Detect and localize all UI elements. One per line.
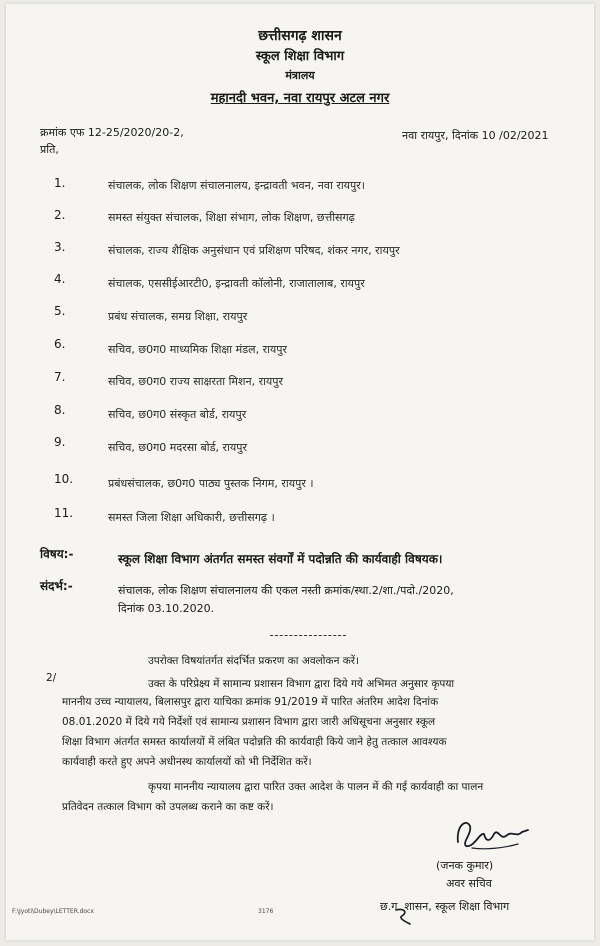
subject-label: विषय:- xyxy=(40,547,74,561)
signatory-office: छ.ग. शासन, स्कूल शिक्षा विभाग xyxy=(380,900,510,913)
header-address: महानदी भवन, नवा रायपुर अटल नगर xyxy=(210,91,390,106)
reference-line-1: संचालक, लोक शिक्षण संचालनालय की एकल नस्ती क्रमांक/स्था.2/शा./पदो./2020, xyxy=(118,584,454,597)
initials-mark xyxy=(392,906,414,928)
body-para-2-number: 2/ xyxy=(46,672,57,684)
recipient-number: 6. xyxy=(54,337,66,351)
body-para-3-line: प्रतिवेदन तत्काल विभाग को उपलब्ध कराने का कष्ट करें। xyxy=(62,801,274,813)
recipient-text: सचिव, छ0ग0 मदरसा बोर्ड, रायपुर xyxy=(108,441,247,454)
recipient-text: संचालक, लोक शिक्षण संचालनालय, इन्द्रावती भवन, नवा रायपुर। xyxy=(108,179,365,192)
recipient-number: 3. xyxy=(54,240,66,254)
recipient-text: समस्त संयुक्त संचालक, शिक्षा संभाग, लोक शिक्षण, छत्तीसगढ़ xyxy=(108,211,355,224)
recipient-text: सचिव, छ0ग0 राज्य साक्षरता मिशन, रायपुर xyxy=(108,375,284,388)
signature-scribble xyxy=(452,812,532,854)
recipient-number: 4. xyxy=(54,272,66,286)
signatory-designation: अवर सचिव xyxy=(446,877,492,890)
recipient-text: संचालक, एससीईआरटी0, इन्द्रावती कॉलोनी, राजातालाब, रायपुर xyxy=(108,277,365,290)
reference-label: संदर्भ:- xyxy=(40,579,73,593)
recipient-number: 5. xyxy=(54,304,66,318)
body-para-2-line: शिक्षा विभाग अंतर्गत समस्त कार्यालयों में लंबित पदोन्नति की कार्यवाही किये जाने हेतु तत्काल आवश्यक xyxy=(62,736,447,748)
recipient-text: संचालक, राज्य शैक्षिक अनुसंधान एवं प्रशिक्षण परिषद, शंकर नगर, रायपुर xyxy=(108,244,400,257)
body-para-2-line: 08.01.2020 में दिये गये निर्देशों एवं सामान्य प्रशासन विभाग द्वारा जारी अधिसूचना अनुसार स्कूल xyxy=(62,716,436,728)
recipient-text: सचिव, छ0ग0 संस्कृत बोर्ड, रायपुर xyxy=(108,408,247,421)
body-para-2-line: उक्त के परिप्रेक्ष्य में सामान्य प्रशासन विभाग द्वारा दिये गये अभिमत अनुसार कृपया xyxy=(148,678,455,690)
body-para-2-line: माननीय उच्च न्यायालय, बिलासपुर द्वारा याचिका क्रमांक 91/2019 में पारित अंतरिम आदेश दिनांक xyxy=(62,696,439,708)
body-para-3-line: कृपया माननीय न्यायालय द्वारा पारित उक्त आदेश के पालन में की गई कार्यवाही का पालन xyxy=(148,781,484,793)
recipient-text: सचिव, छ0ग0 माध्यमिक शिक्षा मंडल, रायपुर xyxy=(108,343,288,356)
body-para-1: उपरोक्त विषयांतर्गत संदर्भित प्रकरण का अवलोकन करें। xyxy=(148,655,360,667)
letter-date: नवा रायपुर, दिनांक 10 /02/2021 xyxy=(402,129,549,142)
header-department: स्कूल शिक्षा विभाग xyxy=(255,49,345,64)
footer-file-path: F:\Jyoti\Dubey\LETTER.docx xyxy=(12,908,94,915)
recipient-number: 9. xyxy=(54,435,66,449)
header-state: छत्तीसगढ़ शासन xyxy=(258,28,342,44)
recipient-number: 1. xyxy=(54,176,66,190)
recipient-number: 11. xyxy=(54,506,74,520)
recipient-text: प्रबंधसंचालक, छ0ग0 पाठ्य पुस्तक निगम, रायपुर । xyxy=(108,477,314,490)
recipient-number: 10. xyxy=(54,472,74,486)
recipient-number: 8. xyxy=(54,403,66,417)
letter-number: क्रमांक एफ 12-25/2020/20-2, xyxy=(40,126,184,139)
body-para-2-line: कार्यवाही करते हुए अपने अधीनस्थ कार्यालयों को भी निर्देशित करें। xyxy=(62,756,312,768)
reference-line-2: दिनांक 03.10.2020. xyxy=(118,602,215,615)
separator-line xyxy=(270,635,346,636)
recipient-text: समस्त जिला शिक्षा अधिकारी, छत्तीसगढ़ । xyxy=(108,511,275,524)
signatory-name: (जनक कुमार) xyxy=(436,859,494,872)
recipient-number: 7. xyxy=(54,370,66,384)
footer-page-ref: 3176 xyxy=(258,908,274,915)
header-ministry: मंत्रालय xyxy=(285,69,315,82)
recipient-number: 2. xyxy=(54,208,66,222)
to-label: प्रति, xyxy=(40,143,59,156)
subject-text: स्कूल शिक्षा विभाग अंतर्गत समस्त संवर्गों में पदोन्नति की कार्यवाही विषयक। xyxy=(118,552,443,566)
recipient-text: प्रबंध संचालक, समग्र शिक्षा, रायपुर xyxy=(108,310,248,323)
